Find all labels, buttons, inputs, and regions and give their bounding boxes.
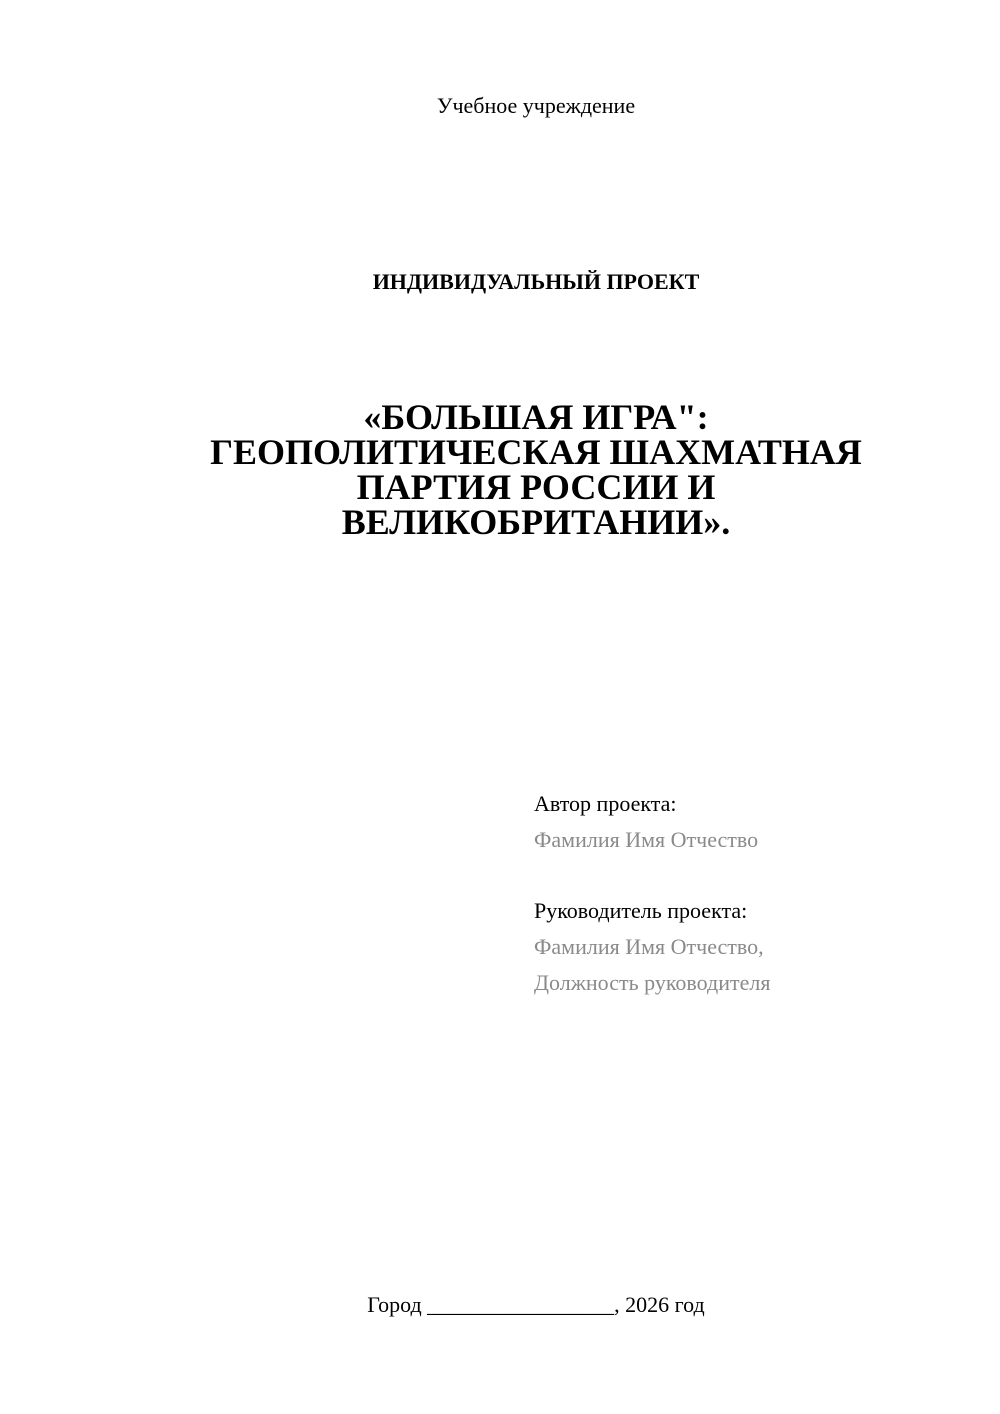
- supervisor-label: Руководитель проекта:: [534, 898, 748, 923]
- project-title-line: ПАРТИЯ РОССИИ И: [356, 467, 716, 507]
- supervisor-name-placeholder: Фамилия Имя Отчество,: [534, 934, 764, 959]
- project-title: [130, 397, 942, 542]
- project-title-line: «БОЛЬШАЯ ИГРА":: [363, 397, 709, 437]
- institution-name: Учебное учреждение: [436, 93, 636, 118]
- author-label: Автор проекта:: [534, 791, 677, 816]
- author-name-placeholder: Фамилия Имя Отчество: [534, 827, 759, 852]
- project-type-heading: ИНДИВИДУАЛЬНЫЙ ПРОЕКТ: [372, 269, 700, 294]
- project-title-line: ВЕЛИКОБРИТАНИИ».: [341, 502, 731, 542]
- supervisor-position-placeholder: Должность руководителя: [534, 970, 771, 995]
- author-block: [534, 786, 974, 858]
- city-year-footer: Город _________________, 2026 год: [367, 1292, 705, 1317]
- project-title-line: ГЕОПОЛИТИЧЕСКАЯ ШАХМАТНАЯ: [210, 432, 862, 472]
- supervisor-block: [534, 893, 974, 1001]
